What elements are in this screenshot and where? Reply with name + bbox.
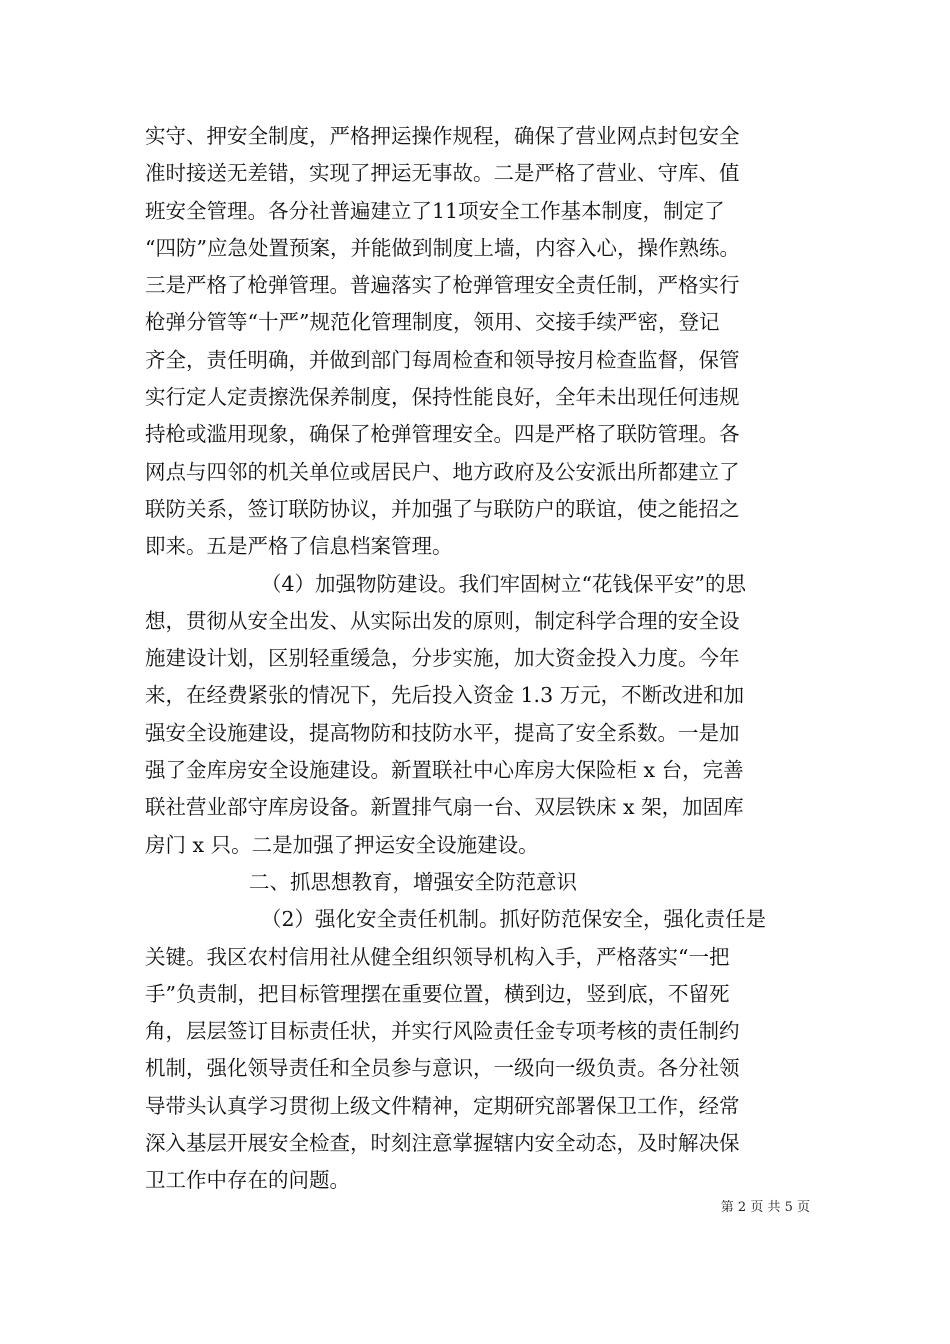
section-heading: 二、抓思想教育，增强安全防范意识 — [249, 869, 577, 894]
text-line: 持枪或滥用现象，确保了枪弹管理安全。四是严格了联防管理。各 — [145, 422, 740, 447]
text-line: （4）加强物防建设。我们牢固树立“花钱保平安”的思 — [261, 571, 747, 596]
text-line: 深入基层开展安全检查，时刻注意掌握辖内安全动态，及时解决保 — [145, 1131, 740, 1156]
text-line: 施建设计划，区别轻重缓急，分步实施，加大资金投入力度。今年 — [145, 646, 740, 671]
text-line: 枪弹分管等“十严”规范化管理制度，领用、交接手续严密，登记 — [145, 310, 720, 335]
text-line: 机制，强化领导责任和全员参与意识，一级向一级负责。各分社领 — [145, 1056, 740, 1081]
text-line: 实行定人定责擦洗保养制度，保持性能良好，全年未出现任何违规 — [145, 385, 740, 410]
text-line: 网点与四邻的机关单位或居民户、地方政府及公安派出所都建立了 — [145, 459, 740, 484]
text-line: 联社营业部守库房设备。新置排气扇一台、双层铁床 x 架，加固库 — [145, 795, 744, 820]
text-line: 卫工作中存在的问题。 — [145, 1168, 350, 1193]
text-line: 班安全管理。各分社普遍建立了11项安全工作基本制度，制定了 — [145, 198, 725, 223]
text-line: 联防关系，签订联防协议，并加强了与联防户的联谊，使之能招之 — [145, 496, 740, 521]
text-line: 手”负责制，把目标管理摆在重要位置，横到边，竖到底，不留死 — [145, 981, 730, 1006]
text-line: 导带头认真学习贯彻上级文件精神，定期研究部署保卫工作，经常 — [145, 1093, 740, 1118]
text-line: （2）强化安全责任机制。抓好防范保安全，强化责任是 — [261, 907, 767, 932]
document-body — [145, 118, 810, 1200]
text-line: 齐全，责任明确，并做到部门每周检查和领导按月检查监督，保管 — [145, 347, 740, 372]
text-line: 关键。我区农村信用社从健全组织领导机构入手，严格落实“一把 — [145, 944, 730, 969]
text-line: 实守、押安全制度，严格押运操作规程，确保了营业网点封包安全 — [145, 124, 740, 148]
text-line: 房门 x 只。二是加强了押运安全设施建设。 — [145, 832, 539, 857]
text-line: 来，在经费紧张的情况下，先后投入资金 1.3 万元，不断改进和加 — [145, 683, 745, 708]
text-line: 强了金库房安全设施建设。新置联社中心库房大保险柜 x 台，完善 — [145, 758, 744, 783]
text-line: 即来。五是严格了信息档案管理。 — [145, 534, 453, 559]
text-line: 三是严格了枪弹管理。普遍落实了枪弹管理安全责任制，严格实行 — [145, 273, 740, 298]
text-line: “四防”应急处置预案，并能做到制度上墙，内容入心，操作熟练。 — [145, 235, 740, 260]
text-line: 想，贯彻从安全出发、从实际出发的原则，制定科学合理的安全设 — [145, 608, 740, 633]
text-line: 准时接送无差错，实现了押运无事故。二是严格了营业、守库、值 — [145, 161, 740, 186]
text-line: 强安全设施建设，提高物防和技防水平，提高了安全系数。一是加 — [145, 720, 740, 745]
text-line: 角，层层签订目标责任状，并实行风险责任金专项考核的责任制约 — [145, 1019, 740, 1044]
page-number: 第 2 页 共 5 页 — [720, 1200, 810, 1215]
